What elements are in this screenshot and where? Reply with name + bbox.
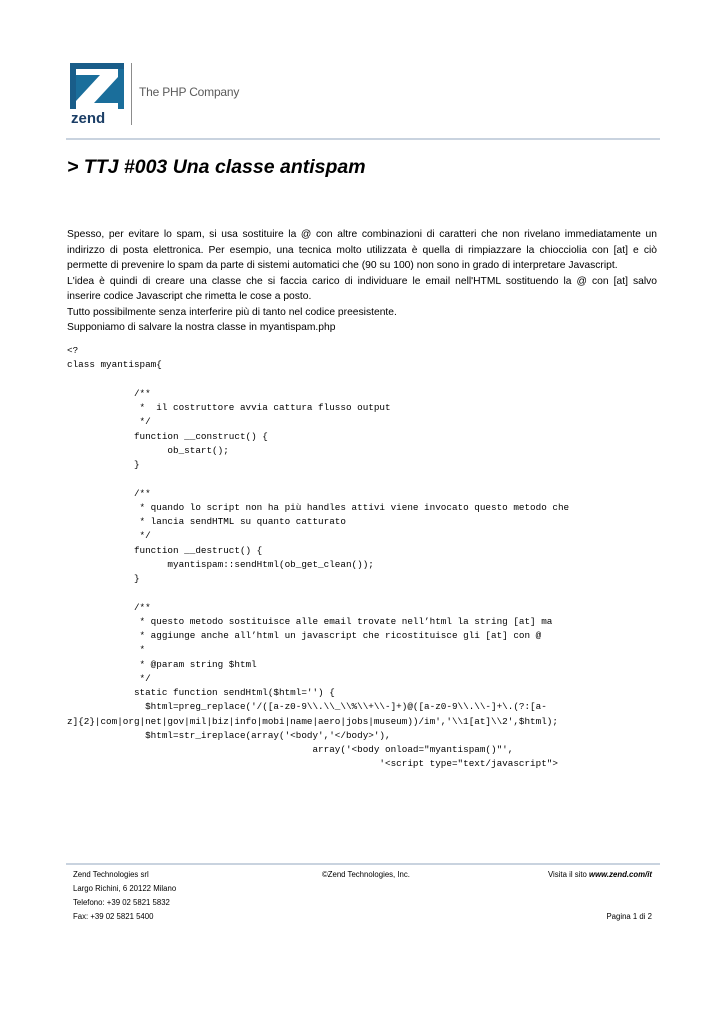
intro-line: inserire codice Javascript che rimetta le cose a posto. (67, 291, 312, 302)
footer-address: Largo Richini, 6 20122 Milano (73, 884, 177, 893)
code-listing: <? class myantispam{ /** * il costruttore avvia cattura flusso output */ function __construct() { ob_start(); } /** * quando lo script non ha più handles attivi viene invocato questo metodo che * lancia sendHTML su quanto catturato */ function __destruct() { myantispam::sendHtml(ob_get_clean()); } /** * questo metodo sostituisce alle email trovate nell’html la string [at] ma * aggiunge anche all’html un javascript che ricostituisce gli [at] con @ * * @param string $html */ static function sendHtml($html='') { $html=preg_replace('/([a-z0-9\\.\\_\\%\\+\\-]+)@([a-z0-9\\.\\-]+\.(?:[a- z]{2}|com|org|net|gov|mil|biz|info|mobi|name|aero|jobs|museum))/im','\\1[at]\\2',$html); $html=str_ireplace(array('<body','</body>'), array('<body onload="myantispam()"', '<script type="text/javascript"> (67, 345, 570, 770)
intro-line: L'idea è quindi di creare una classe che si faccia carico di individuare le email nell'HTML sostituendo la @ con [at] salvo (67, 275, 657, 287)
footer-fax: Fax: +39 02 5821 5400 (73, 912, 154, 921)
intro-line: Tutto possibilmente senza interferire più di tanto nel codice preesistente. (67, 306, 397, 318)
intro-line: indirizzo di posta elettronica. Per esempio, una tecnica molto utilizzata è quella di rimpiazzare la chiocciolia con [at] e ciò (67, 244, 657, 256)
intro-paragraph (67, 227, 657, 336)
logo-wordmark: zend (71, 110, 106, 125)
page-number: Pagina 1 di 2 (606, 912, 652, 921)
page-title: > TTJ #003 Una classe antispam (67, 156, 366, 178)
footer-rule (66, 863, 660, 865)
visit-label: Visita il sito (548, 870, 590, 879)
footer-company: Zend Technologies srl (73, 870, 149, 879)
header-rule (66, 138, 660, 140)
visit-link[interactable]: www.zend.com/it (589, 870, 652, 879)
logo-divider (131, 63, 132, 125)
intro-line: Spesso, per evitare lo spam, si usa sostituire la @ con altre combinazioni di caratteri che non rivelano immediatamente un (67, 229, 657, 240)
company-tagline: The PHP Company (139, 85, 240, 99)
intro-line: Supponiamo di salvare la nostra classe in myantispam.php (67, 322, 336, 333)
intro-line: permette di prevenire lo spam da parte di sistemi automatici che (90 su 100) non sono in grado di interpretare Javascript. (67, 260, 618, 271)
zend-logo (70, 63, 124, 125)
footer-visit (548, 870, 652, 879)
footer-copyright: ©Zend Technologies, Inc. (322, 870, 410, 879)
footer-phone: Telefono: +39 02 5821 5832 (73, 898, 170, 907)
